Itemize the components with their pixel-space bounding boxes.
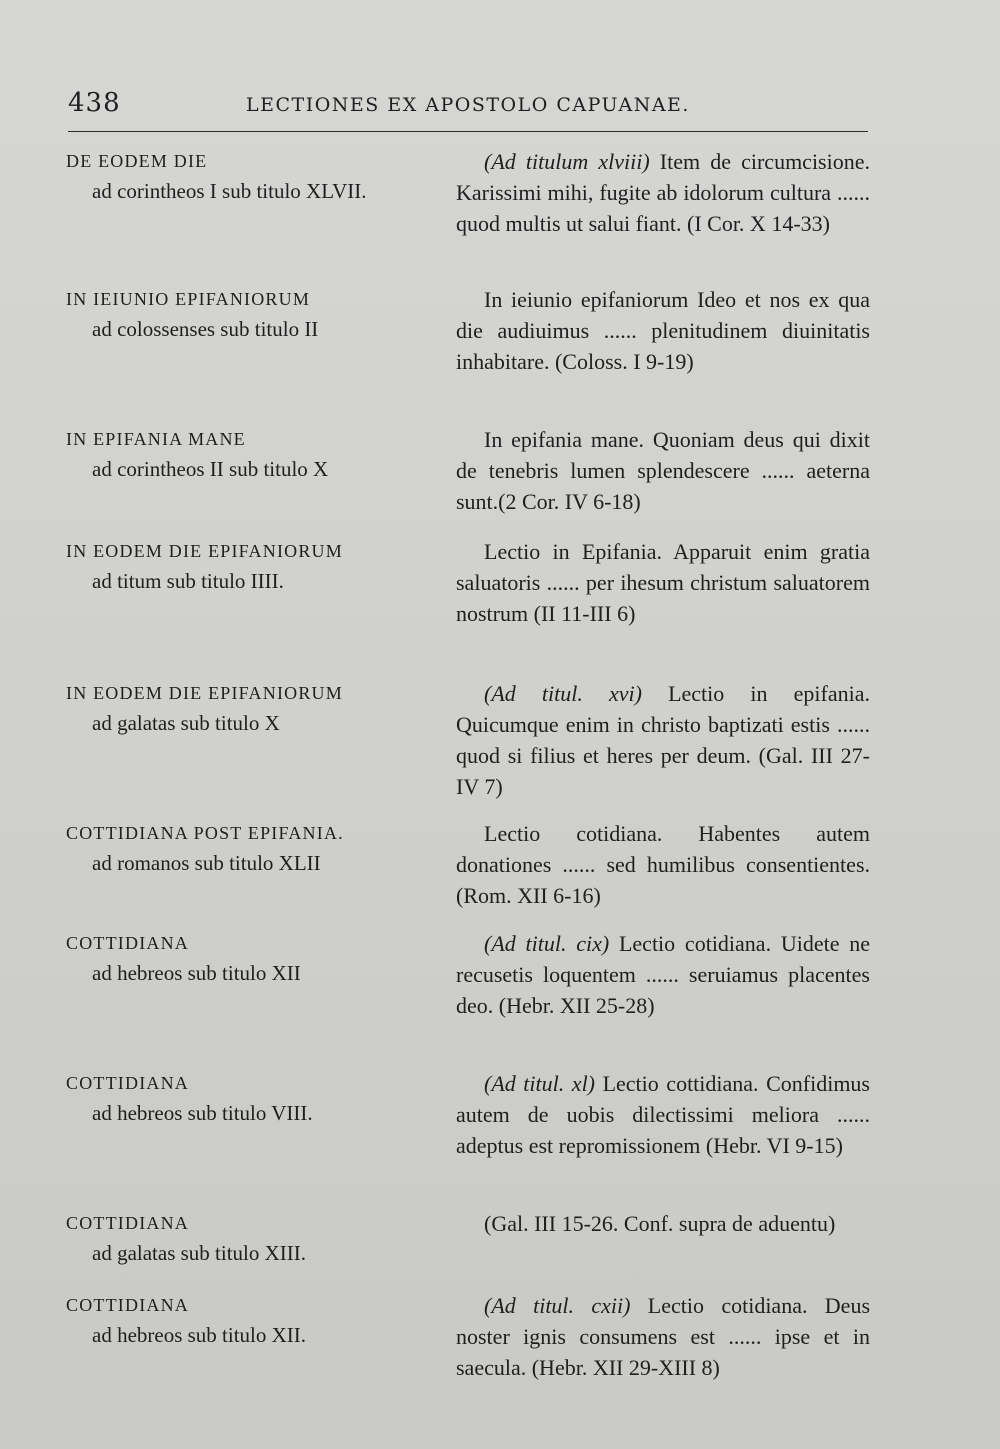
reading-reference: (Ad titul. xl) <box>484 1071 596 1096</box>
reading-text: In epifania mane. Quoniam deus qui dixit de tenebris lumen splendescere ...... aeterna sunt.(2 Cor. IV 6-18) <box>456 427 870 514</box>
reading-text: Lectio cotidiana. Habentes autem donationes ...... sed humilibus consentientes. (Rom. XII 6-16) <box>456 821 870 908</box>
page-number: 438 <box>68 88 121 118</box>
epistle-address: ad hebreos sub titulo XII <box>92 961 301 985</box>
lection-heading <box>66 284 431 344</box>
epistle-address: ad corintheos I sub titulo XLVII. <box>92 179 367 203</box>
lection-heading <box>66 146 431 206</box>
rubric: COTTIDIANA <box>66 1295 189 1315</box>
lection-heading <box>66 678 431 738</box>
lection-reading <box>456 1068 870 1161</box>
epistle-address: ad galatas sub titulo XIII. <box>92 1241 307 1265</box>
rubric: DE EODEM DIE <box>66 151 208 171</box>
reading-text: Lectio in Epifania. Apparuit enim gratia saluatoris ...... per ihesum christum saluatorem nostrum (II 11-III 6) <box>456 539 870 626</box>
reading-reference: (Ad titul. cix) <box>484 931 610 956</box>
rubric: IN EODEM DIE EPIFANIORUM <box>66 683 343 703</box>
lection-reading <box>456 536 870 629</box>
epistle-address: ad galatas sub titulo X <box>92 711 280 735</box>
lection-reading <box>456 146 870 239</box>
epistle-address: ad hebreos sub titulo XII. <box>92 1323 307 1347</box>
lection-reading <box>456 424 870 517</box>
rubric: COTTIDIANA <box>66 1213 189 1233</box>
lection-reading <box>456 1208 870 1239</box>
rubric: IN IEIUNIO EPIFANIORUM <box>66 289 311 309</box>
lection-reading <box>456 284 870 377</box>
lection-reading <box>456 1290 870 1383</box>
header-rule <box>68 131 868 132</box>
lection-heading <box>66 424 431 484</box>
rubric: COTTIDIANA <box>66 1073 189 1093</box>
reading-text: Lectio cotidiana. Uidete ne recusetis loquentem ...... seruiamus placentes deo. (Hebr. XII 25-28) <box>456 931 871 1018</box>
page-header <box>68 88 868 128</box>
reading-reference: (Ad titul. cxii) <box>484 1293 631 1318</box>
epistle-address: ad titum sub titulo IIII. <box>92 569 284 593</box>
lection-heading <box>66 536 431 596</box>
rubric: COTTIDIANA POST EPIFANIA. <box>66 823 344 843</box>
reading-reference: (Ad titulum xlviii) <box>484 149 650 174</box>
lection-heading <box>66 1208 431 1268</box>
lection-reading <box>456 818 870 911</box>
reading-reference: (Ad titul. xvi) <box>484 681 642 706</box>
lection-reading <box>456 678 870 802</box>
reading-text: In ieiunio epifaniorum Ideo et nos ex qua die audiuimus ...... plenitudinem diuinitatis inhabitare. (Coloss. I 9-19) <box>456 287 870 374</box>
reading-text: (Gal. III 15-26. Conf. supra de aduentu) <box>484 1211 836 1236</box>
epistle-address: ad hebreos sub titulo VIII. <box>92 1101 313 1125</box>
lection-reading <box>456 928 870 1021</box>
lection-heading <box>66 1068 431 1128</box>
reading-text: Lectio cotidiana. Deus noster ignis consumens est ...... ipse et in saecula. (Hebr. XII 29-XIII 8) <box>456 1293 870 1380</box>
reading-text: Item de circumcisione. Karissimi mihi, fugite ab idolorum cultura ...... quod multis ut salui fiant. (I Cor. X 14-33) <box>456 149 870 236</box>
lection-heading <box>66 1290 431 1350</box>
epistle-address: ad corintheos II sub titulo X <box>92 457 329 481</box>
rubric: IN EODEM DIE EPIFANIORUM <box>66 541 343 561</box>
reading-text: Lectio cottidiana. Confidimus autem de uobis dilectissimi meliora ...... adeptus est repromissionem (Hebr. VI 9-15) <box>456 1071 870 1158</box>
rubric: IN EPIFANIA MANE <box>66 429 246 449</box>
rubric: COTTIDIANA <box>66 933 189 953</box>
epistle-address: ad colossenses sub titulo II <box>92 317 319 341</box>
lection-heading <box>66 818 431 878</box>
epistle-address: ad romanos sub titulo XLII <box>92 851 321 875</box>
lection-heading <box>66 928 431 988</box>
reading-text: Lectio in epifania. Quicumque enim in christo baptizati estis ...... quod si filius et heres per deum. (Gal. III 27-IV 7) <box>456 681 870 799</box>
running-title: LECTIONES EX APOSTOLO CAPUANAE. <box>246 94 690 116</box>
